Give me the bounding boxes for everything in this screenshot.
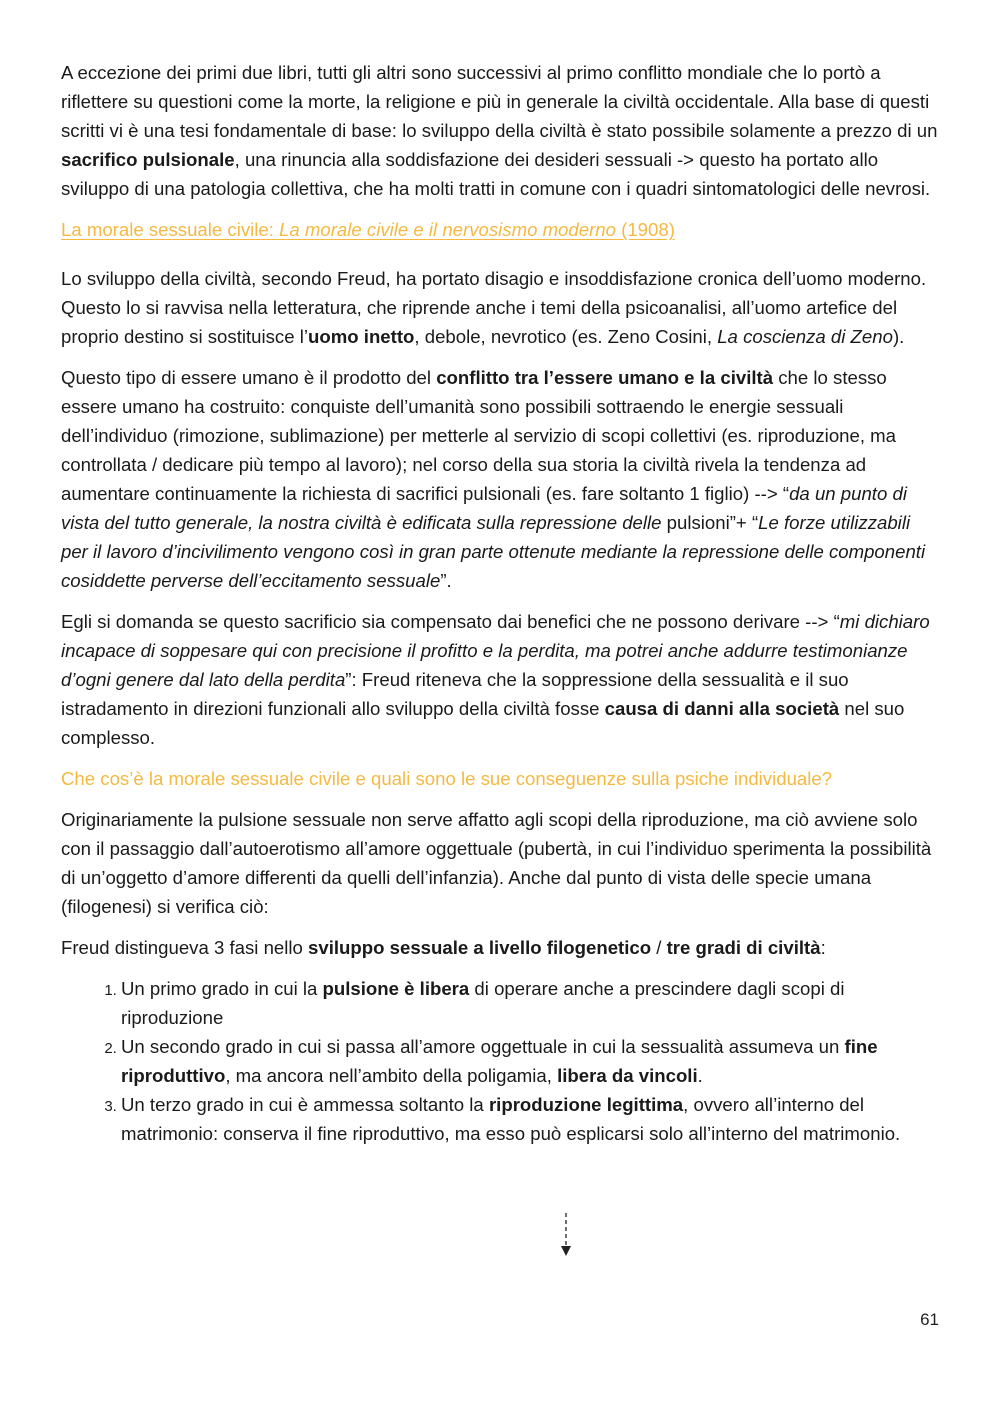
phases-list [61, 974, 941, 1148]
page-number: 61 [920, 1310, 939, 1329]
section-heading-link[interactable] [61, 219, 675, 240]
text-run: Freud distingueva 3 fasi nello [61, 937, 309, 958]
text-run: nel suo complesso. [61, 698, 905, 748]
list-item [121, 1032, 941, 1090]
bold-term: sacrifico pulsionale [61, 149, 235, 170]
text-run: Un terzo grado in cui è ammessa soltanto la [121, 1094, 489, 1115]
text-run: / [651, 937, 667, 958]
bold-term: fine riproduttivo [121, 1036, 878, 1086]
italic-quote: Le forze utilizzabili per il lavoro d’incivilimento vengono così in gran parte ottenute mediante la repressione delle componenti cosiddette perverse dell’eccitamento sessuale [61, 512, 926, 591]
paragraph-sacrificio [61, 607, 941, 752]
bold-term: pulsione è libera [322, 978, 470, 999]
text-run: Un secondo grado in cui si passa all’amore oggettuale in cui la sessualità assumeva un [121, 1036, 845, 1057]
text-run: Egli si domanda se questo sacrificio sia compensato dai benefici che ne possono derivare --> “ [61, 611, 840, 632]
text-run: Lo sviluppo della civiltà, secondo Freud, ha portato disagio e insoddisfazione cronica dell’uomo moderno. Questo lo si ravvisa nella letteratura, che riprende anche i temi della psicoanalisi, all’uomo artefice del proprio destino si sostituisce l’ [61, 268, 927, 347]
heading-year: (1908) [615, 219, 675, 240]
continuation-arrow-icon [559, 1213, 573, 1257]
intro-paragraph [61, 58, 941, 203]
bold-term: riproduzione legittima [488, 1094, 684, 1115]
list-item [121, 1090, 941, 1148]
text-run: che lo stesso essere umano ha costruito: conquiste dell’umanità sono possibili sottraendo le energie sessuali dell’individuo (rimozione, sublimazione) per metterle al servizio di scopi collettivi (es. riproduzione, ma controllata / dedicare più tempo al lavoro); nel corso della sua storia la civiltà rivela la tendenza ad aumentare continuamente la richiesta di sacrifici pulsionali (es. fare soltanto 1 figlio) --> “ [61, 367, 897, 504]
text-run: , ovvero all’interno del matrimonio: conserva il fine riproduttivo, ma esso può esplicarsi solo all’interno del matrimonio. [121, 1094, 901, 1144]
text-run: Questo tipo di essere umano è il prodotto del [61, 367, 437, 388]
bold-term: libera da vincoli [557, 1065, 698, 1086]
text-run: , ma ancora nell’ambito della poligamia, [225, 1065, 558, 1086]
heading-text: La morale sessuale civile: [61, 219, 280, 240]
bold-term: tre gradi di civiltà [666, 937, 821, 958]
text-run: . [697, 1065, 703, 1086]
section-heading [61, 215, 941, 244]
text-run: ”. [440, 570, 452, 591]
bold-term: sviluppo sessuale a livello filogenetico [308, 937, 652, 958]
italic-quote: mi dichiaro incapace di soppesare qui con precisione il profitto e la perdita, ma potrei anche addurre testimonianze d’ogni genere dal lato della perdita [61, 611, 930, 690]
text-run: Originariamente la pulsione sessuale non serve affatto agli scopi della riproduzione, ma ciò avviene solo con il passaggio dall’autoerotismo all’amore oggettuale (pubertà, in cui l’individuo sperimenta la possibilità di un’oggetto d’amore differenti da quelli dell’infanzia). Anche dal punto di vista delle specie umana (filogenesi) si verifica ciò: [61, 809, 932, 917]
text-run: ”: Freud riteneva che la soppressione della sessualità e il suo istradamento in direzioni funzionali allo sviluppo della civiltà fosse [61, 669, 849, 719]
text-run: pulsioni”+ “ [661, 512, 759, 533]
bold-term: uomo inetto [308, 326, 415, 347]
paragraph-pulsione [61, 805, 941, 921]
paragraph-fasi [61, 933, 941, 962]
text-run: , una rinuncia alla soddisfazione dei desideri sessuali -> questo ha portato allo sviluppo di una patologia collettiva, che ha molti tratti in comune con i quadri sintomatologici delle nevrosi. [61, 149, 931, 199]
text-run: ). [892, 326, 905, 347]
italic-quote: da un punto di vista del tutto generale, la nostra civiltà è edificata sulla repressione delle [61, 483, 907, 533]
text-run: Un primo grado in cui la [121, 978, 323, 999]
heading-title-italic: La morale civile e il nervosismo moderno [279, 219, 616, 240]
text-run: A eccezione dei primi due libri, tutti gli altri sono successivi al primo conflitto mondiale che lo portò a riflettere su questioni come la morte, la religione e più in generale la civiltà occidentale. Alla base di questi scritti vi è una tesi fondamentale di base: lo sviluppo della civiltà è stato possibile solamente a prezzo di un [61, 62, 938, 141]
bold-term: conflitto tra l’essere umano e la civiltà [436, 367, 774, 388]
text-run: di operare anche a prescindere dagli scopi di riproduzione [121, 978, 845, 1028]
list-item [121, 974, 941, 1032]
italic-title: La coscienza di Zeno [717, 326, 893, 347]
paragraph-uomo-inetto [61, 264, 941, 351]
question-heading: Che cos’è la morale sessuale civile e quali sono le sue conseguenze sulla psiche individuale? [61, 768, 833, 789]
paragraph-conflitto [61, 363, 941, 595]
bold-term: causa di danni alla società [604, 698, 840, 719]
text-run: , debole, nevrotico (es. Zeno Cosini, [414, 326, 718, 347]
page-content [61, 58, 941, 1148]
text-run: : [820, 937, 826, 958]
